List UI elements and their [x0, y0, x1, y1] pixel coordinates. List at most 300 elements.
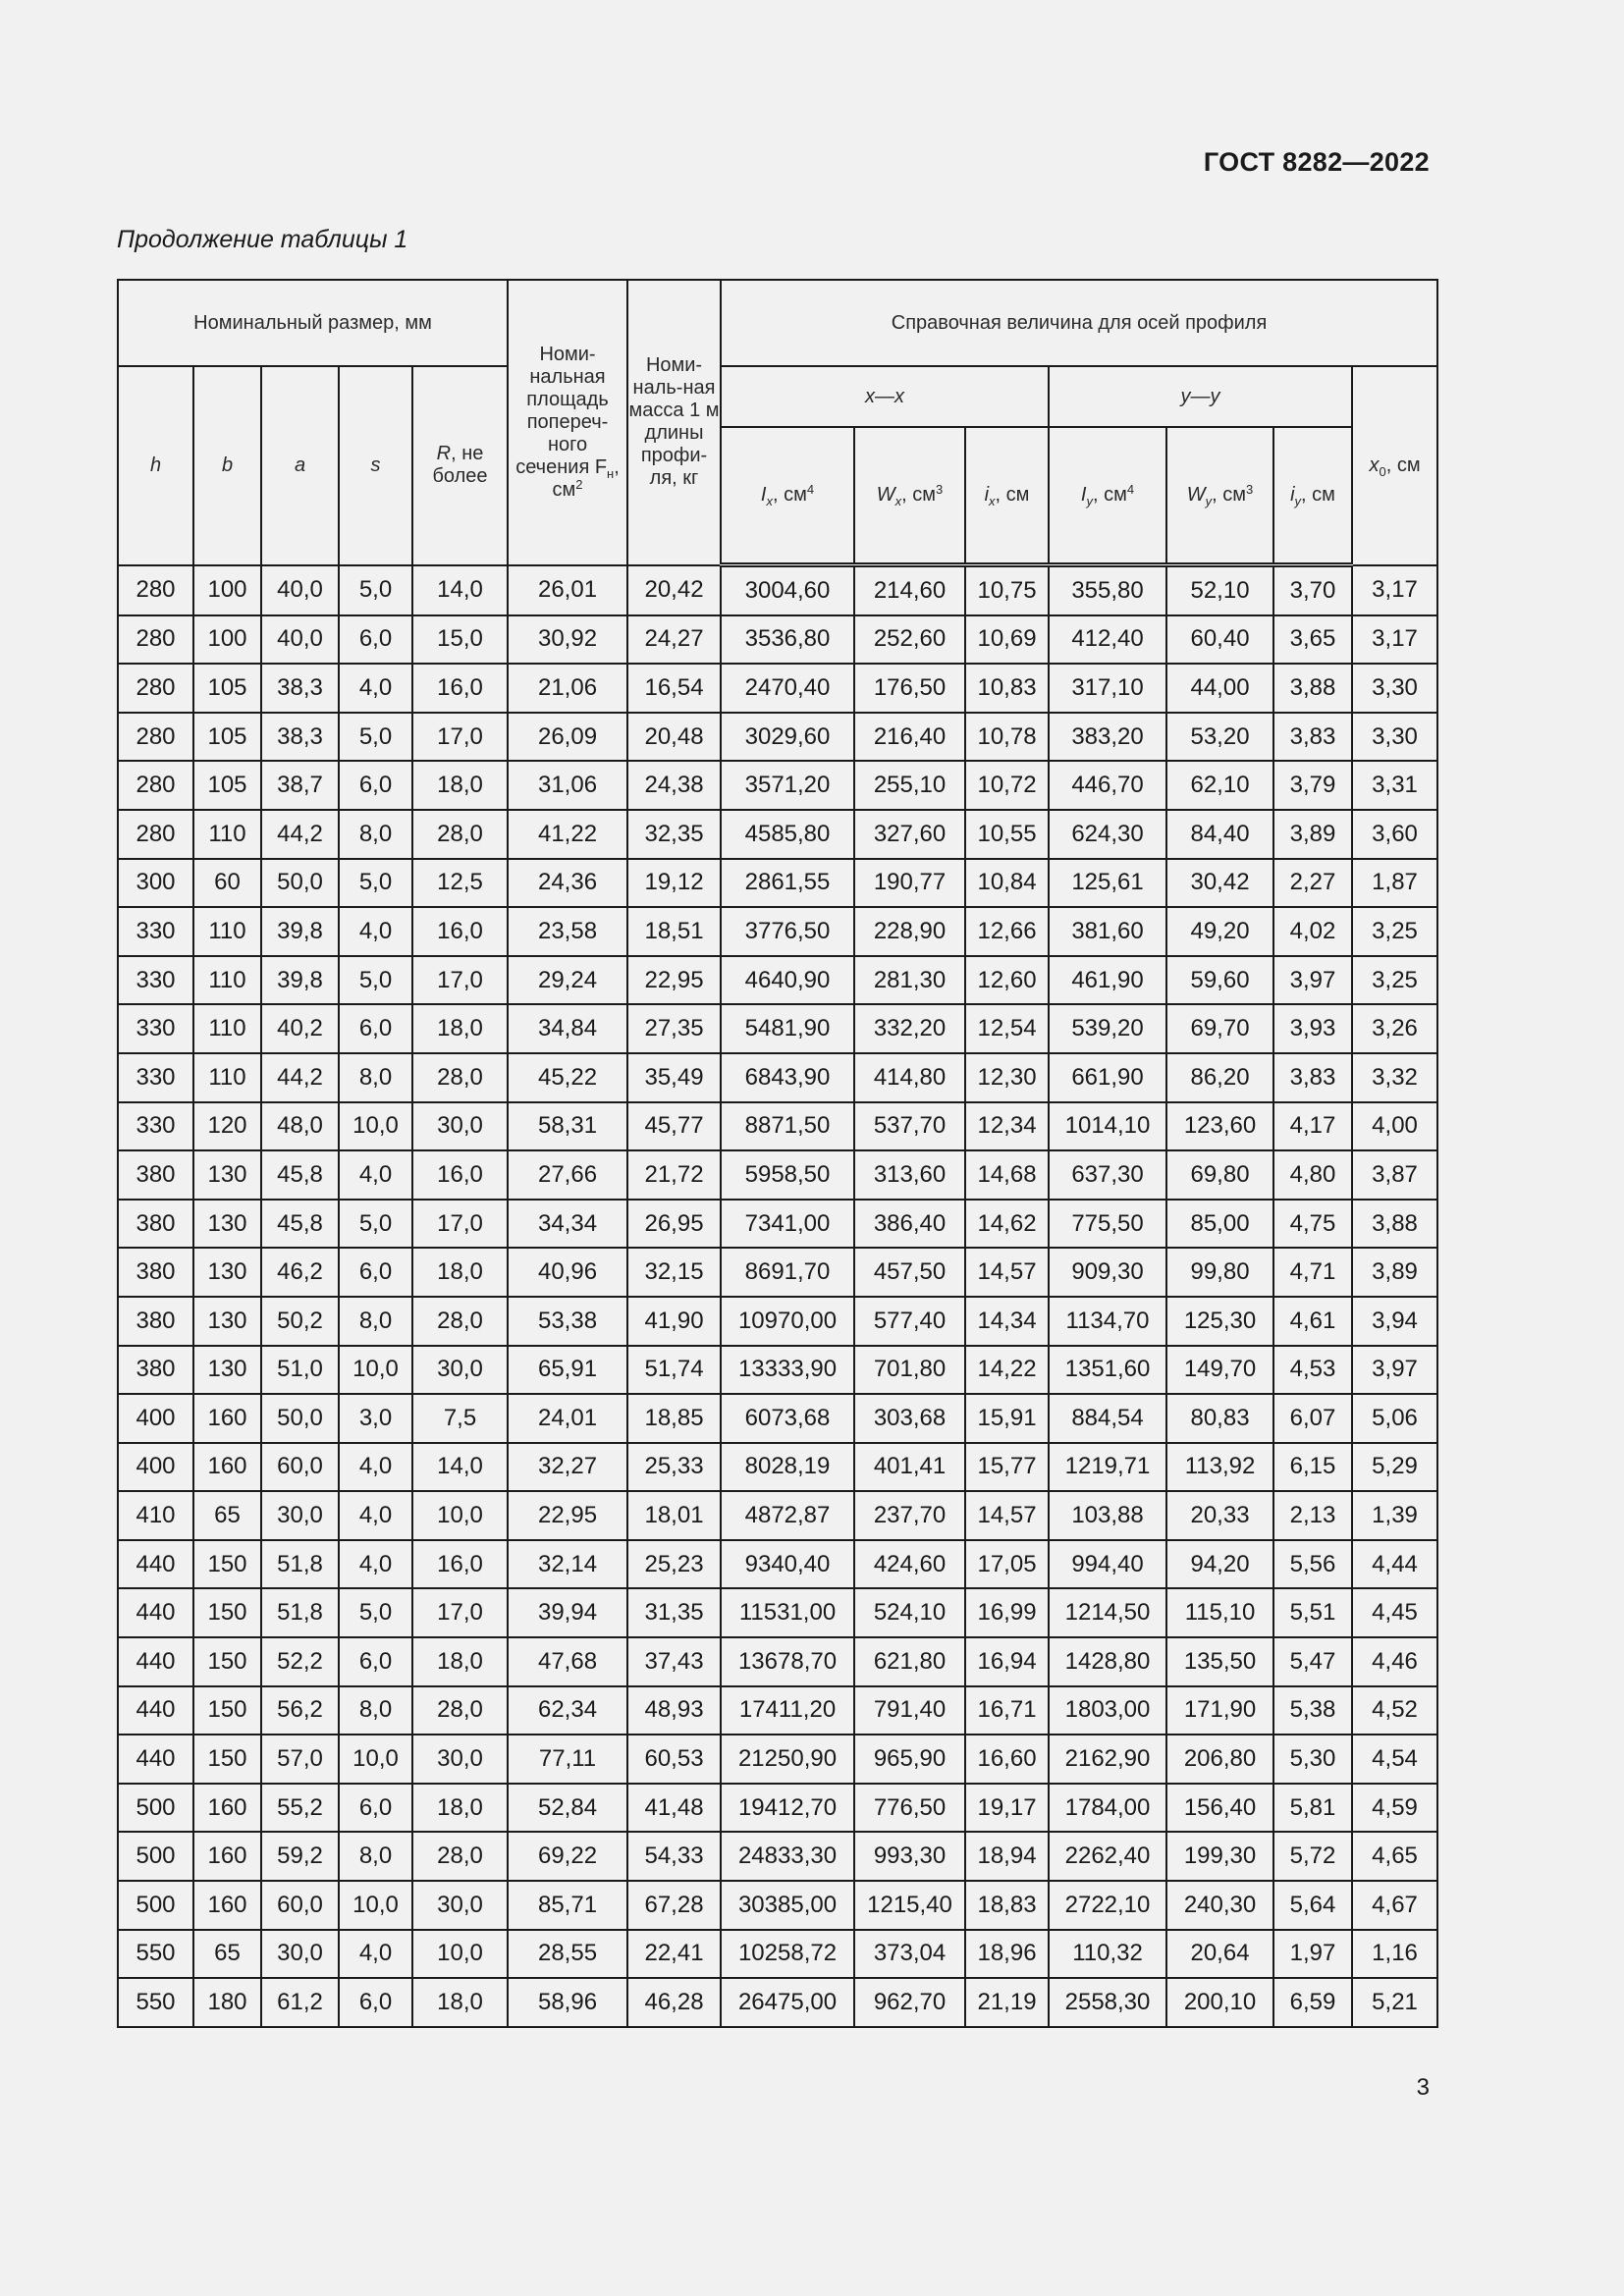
table-cell: 3004,60	[721, 565, 854, 615]
table-cell: 21250,90	[721, 1735, 854, 1784]
table-cell: 5,38	[1273, 1686, 1352, 1735]
table-cell: 55,2	[261, 1784, 339, 1833]
table-cell: 386,40	[854, 1200, 965, 1249]
table-cell: 18,51	[627, 907, 721, 956]
header-area-sub: н	[607, 465, 615, 481]
table-cell: 24,27	[627, 615, 721, 665]
table-cell: 701,80	[854, 1346, 965, 1395]
header-x0-sub: 0	[1379, 463, 1386, 479]
table-cell: 38,3	[261, 713, 339, 762]
table-cell: 4,46	[1352, 1637, 1437, 1686]
table-cell: 5,81	[1273, 1784, 1352, 1833]
table-cell: 19412,70	[721, 1784, 854, 1833]
table-cell: 60	[193, 859, 261, 908]
table-cell: 18,85	[627, 1394, 721, 1443]
table-row	[118, 761, 1437, 810]
table-cell: 4,67	[1352, 1881, 1437, 1930]
table-row	[118, 1248, 1437, 1297]
table-cell: 6,0	[339, 1637, 412, 1686]
table-cell: 51,0	[261, 1346, 339, 1395]
table-cell: 1803,00	[1049, 1686, 1166, 1735]
table-cell: 280	[118, 664, 193, 713]
table-cell: 252,60	[854, 615, 965, 665]
table-cell: 45,8	[261, 1150, 339, 1200]
table-cell: 115,10	[1166, 1588, 1273, 1637]
table-cell: 176,50	[854, 664, 965, 713]
table-cell: 21,19	[965, 1978, 1049, 2027]
table-cell: 29,24	[508, 956, 627, 1005]
table-cell: 200,10	[1166, 1978, 1273, 2027]
table-cell: 45,8	[261, 1200, 339, 1249]
table-cell: 1,16	[1352, 1930, 1437, 1979]
table-cell: 150	[193, 1686, 261, 1735]
header-iy-sub: y	[1086, 494, 1093, 508]
table-cell: 4,54	[1352, 1735, 1437, 1784]
table-cell: 30,42	[1166, 859, 1273, 908]
table-cell: 240,30	[1166, 1881, 1273, 1930]
table-cell: 330	[118, 907, 193, 956]
table-cell: 2722,10	[1049, 1881, 1166, 1930]
table-cell: 16,0	[412, 1150, 508, 1200]
header-rx	[965, 427, 1049, 565]
table-cell: 10,72	[965, 761, 1049, 810]
table-cell: 18,94	[965, 1832, 1049, 1881]
table-cell: 19,17	[965, 1784, 1049, 1833]
table-cell: 28,0	[412, 1053, 508, 1102]
table-cell: 53,20	[1166, 713, 1273, 762]
table-cell: 65,91	[508, 1346, 627, 1395]
table-cell: 18,0	[412, 1248, 508, 1297]
table-cell: 20,42	[627, 565, 721, 615]
table-cell: 85,71	[508, 1881, 627, 1930]
table-cell: 84,40	[1166, 810, 1273, 859]
table-cell: 22,41	[627, 1930, 721, 1979]
table-cell: 3,30	[1352, 664, 1437, 713]
table-cell: 59,60	[1166, 956, 1273, 1005]
table-cell: 9340,40	[721, 1540, 854, 1589]
table-cell: 11531,00	[721, 1588, 854, 1637]
table-cell: 23,58	[508, 907, 627, 956]
table-cell: 14,22	[965, 1346, 1049, 1395]
table-cell: 156,40	[1166, 1784, 1273, 1833]
table-cell: 776,50	[854, 1784, 965, 1833]
header-area-unit: , см	[552, 455, 620, 501]
table-cell: 10,78	[965, 713, 1049, 762]
table-cell: 424,60	[854, 1540, 965, 1589]
header-wx-unit: , см	[901, 484, 937, 506]
table-cell: 60,40	[1166, 615, 1273, 665]
table-cell: 160	[193, 1443, 261, 1492]
header-rx-sub: x	[989, 494, 996, 508]
table-cell: 171,90	[1166, 1686, 1273, 1735]
table-cell: 24,38	[627, 761, 721, 810]
table-cell: 38,7	[261, 761, 339, 810]
table-cell: 14,0	[412, 565, 508, 615]
table-cell: 380	[118, 1248, 193, 1297]
table-cell: 3,0	[339, 1394, 412, 1443]
table-cell: 16,94	[965, 1637, 1049, 1686]
table-cell: 380	[118, 1346, 193, 1395]
table-cell: 10,0	[412, 1930, 508, 1979]
table-cell: 621,80	[854, 1637, 965, 1686]
table-cell: 8,0	[339, 1686, 412, 1735]
table-cell: 26,95	[627, 1200, 721, 1249]
header-iy-sup: 4	[1126, 482, 1135, 497]
table-cell: 4,17	[1273, 1102, 1352, 1151]
header-ry-sym: i	[1290, 484, 1295, 506]
table-cell: 44,00	[1166, 664, 1273, 713]
table-cell: 58,31	[508, 1102, 627, 1151]
table-cell: 30,92	[508, 615, 627, 665]
table-row	[118, 565, 1437, 615]
header-wy-sub: y	[1205, 494, 1213, 508]
table-cell: 6,0	[339, 615, 412, 665]
table-cell: 4,61	[1273, 1297, 1352, 1346]
table-cell: 1214,50	[1049, 1588, 1166, 1637]
table-cell: 48,0	[261, 1102, 339, 1151]
header-r	[412, 366, 508, 565]
table-cell: 3,70	[1273, 565, 1352, 615]
table-cell: 10,75	[965, 565, 1049, 615]
table-row	[118, 1102, 1437, 1151]
table-cell: 791,40	[854, 1686, 965, 1735]
table-cell: 228,90	[854, 907, 965, 956]
table-cell: 32,14	[508, 1540, 627, 1589]
table-cell: 8,0	[339, 1297, 412, 1346]
table-cell: 30,0	[412, 1102, 508, 1151]
table-cell: 440	[118, 1637, 193, 1686]
table-cell: 4,0	[339, 1930, 412, 1979]
table-cell: 40,0	[261, 615, 339, 665]
table-cell: 15,0	[412, 615, 508, 665]
table-cell: 44,2	[261, 810, 339, 859]
table-cell: 45,22	[508, 1053, 627, 1102]
table-cell: 3,89	[1352, 1248, 1437, 1297]
table-cell: 47,68	[508, 1637, 627, 1686]
table-cell: 103,88	[1049, 1491, 1166, 1540]
table-row	[118, 1588, 1437, 1637]
table-cell: 53,38	[508, 1297, 627, 1346]
table-row	[118, 1443, 1437, 1492]
table-cell: 1219,71	[1049, 1443, 1166, 1492]
table-cell: 94,20	[1166, 1540, 1273, 1589]
table-cell: 457,50	[854, 1248, 965, 1297]
table-cell: 49,20	[1166, 907, 1273, 956]
table-cell: 3,31	[1352, 761, 1437, 810]
table-cell: 5,64	[1273, 1881, 1352, 1930]
table-cell: 6,07	[1273, 1394, 1352, 1443]
table-cell: 577,40	[854, 1297, 965, 1346]
table-cell: 16,0	[412, 907, 508, 956]
table-cell: 34,84	[508, 1004, 627, 1053]
table-cell: 28,55	[508, 1930, 627, 1979]
header-wy-unit: , см	[1212, 484, 1247, 506]
table-cell: 100	[193, 615, 261, 665]
table-row	[118, 1491, 1437, 1540]
table-cell: 18,96	[965, 1930, 1049, 1979]
table-cell: 3,60	[1352, 810, 1437, 859]
table-cell: 41,48	[627, 1784, 721, 1833]
table-cell: 2558,30	[1049, 1978, 1166, 2027]
table-cell: 30,0	[261, 1930, 339, 1979]
table-cell: 50,0	[261, 859, 339, 908]
table-cell: 255,10	[854, 761, 965, 810]
table-row	[118, 956, 1437, 1005]
table-cell: 5,0	[339, 565, 412, 615]
table-cell: 44,2	[261, 1053, 339, 1102]
table-cell: 130	[193, 1346, 261, 1395]
table-cell: 86,20	[1166, 1053, 1273, 1102]
table-cell: 46,28	[627, 1978, 721, 2027]
table-cell: 3,88	[1273, 664, 1352, 713]
table-cell: 3,88	[1352, 1200, 1437, 1249]
table-cell: 1428,80	[1049, 1637, 1166, 1686]
table-cell: 330	[118, 1102, 193, 1151]
table-caption: Продолжение таблицы 1	[117, 226, 408, 253]
table-cell: 6,0	[339, 1004, 412, 1053]
table-cell: 1134,70	[1049, 1297, 1166, 1346]
table-cell: 280	[118, 565, 193, 615]
table-cell: 30,0	[261, 1491, 339, 1540]
table-cell: 35,49	[627, 1053, 721, 1102]
table-cell: 6,0	[339, 761, 412, 810]
table-cell: 500	[118, 1881, 193, 1930]
table-cell: 624,30	[1049, 810, 1166, 859]
header-ix-sub: x	[766, 494, 773, 508]
table-cell: 3,30	[1352, 713, 1437, 762]
table-cell: 440	[118, 1588, 193, 1637]
table-cell: 2,27	[1273, 859, 1352, 908]
header-s: s	[339, 366, 412, 565]
table-cell: 4,44	[1352, 1540, 1437, 1589]
header-ry-sub: y	[1294, 494, 1302, 508]
table-cell: 26475,00	[721, 1978, 854, 2027]
table-cell: 3571,20	[721, 761, 854, 810]
table-cell: 550	[118, 1930, 193, 1979]
table-cell: 4,00	[1352, 1102, 1437, 1151]
table-cell: 28,0	[412, 1297, 508, 1346]
table-cell: 440	[118, 1540, 193, 1589]
table-cell: 3,97	[1273, 956, 1352, 1005]
table-cell: 77,11	[508, 1735, 627, 1784]
table-cell: 2262,40	[1049, 1832, 1166, 1881]
table-cell: 5,0	[339, 1200, 412, 1249]
table-cell: 17,05	[965, 1540, 1049, 1589]
table-cell: 6,0	[339, 1978, 412, 2027]
table-cell: 4,59	[1352, 1784, 1437, 1833]
header-wx	[854, 427, 965, 565]
table-cell: 537,70	[854, 1102, 965, 1151]
table-cell: 3,17	[1352, 565, 1437, 615]
table-row	[118, 1832, 1437, 1881]
table-cell: 27,66	[508, 1150, 627, 1200]
table-cell: 52,10	[1166, 565, 1273, 615]
table-cell: 412,40	[1049, 615, 1166, 665]
table-cell: 7,5	[412, 1394, 508, 1443]
table-cell: 909,30	[1049, 1248, 1166, 1297]
table-cell: 3,65	[1273, 615, 1352, 665]
table-cell: 355,80	[1049, 565, 1166, 615]
table-cell: 125,30	[1166, 1297, 1273, 1346]
table-cell: 113,92	[1166, 1443, 1273, 1492]
table-cell: 461,90	[1049, 956, 1166, 1005]
table-cell: 110	[193, 956, 261, 1005]
table-cell: 32,27	[508, 1443, 627, 1492]
header-axis-xx: x—x	[721, 366, 1049, 427]
table-cell: 17,0	[412, 1200, 508, 1249]
table-cell: 56,2	[261, 1686, 339, 1735]
table-cell: 3,83	[1273, 713, 1352, 762]
table-cell: 69,80	[1166, 1150, 1273, 1200]
table-cell: 24833,30	[721, 1832, 854, 1881]
header-x0-unit: , см	[1385, 454, 1421, 476]
table-cell: 14,57	[965, 1491, 1049, 1540]
table-cell: 30,0	[412, 1346, 508, 1395]
table-cell: 3,94	[1352, 1297, 1437, 1346]
table-cell: 20,64	[1166, 1930, 1273, 1979]
table-row	[118, 1784, 1437, 1833]
table-cell: 16,60	[965, 1735, 1049, 1784]
table-row	[118, 1637, 1437, 1686]
table-cell: 10,0	[339, 1102, 412, 1151]
table-cell: 8028,19	[721, 1443, 854, 1492]
header-area-text: Номи-нальная площадь попереч-ного сечения F	[515, 343, 609, 478]
table-cell: 280	[118, 761, 193, 810]
table-cell: 28,0	[412, 1686, 508, 1735]
table-cell: 373,04	[854, 1930, 965, 1979]
header-ix-sup: 4	[806, 482, 815, 497]
table-cell: 24,01	[508, 1394, 627, 1443]
table-cell: 3,26	[1352, 1004, 1437, 1053]
table-cell: 26,09	[508, 713, 627, 762]
table-cell: 965,90	[854, 1735, 965, 1784]
table-cell: 330	[118, 956, 193, 1005]
header-axis-yy: y—y	[1049, 366, 1352, 427]
table-cell: 994,40	[1049, 1540, 1166, 1589]
table-cell: 4,0	[339, 1150, 412, 1200]
table-cell: 160	[193, 1784, 261, 1833]
table-cell: 4,0	[339, 907, 412, 956]
table-row	[118, 1004, 1437, 1053]
table-cell: 17,0	[412, 713, 508, 762]
table-cell: 149,70	[1166, 1346, 1273, 1395]
table-cell: 110,32	[1049, 1930, 1166, 1979]
table-cell: 40,0	[261, 565, 339, 615]
table-cell: 280	[118, 713, 193, 762]
table-cell: 4,02	[1273, 907, 1352, 956]
table-cell: 5,72	[1273, 1832, 1352, 1881]
header-area	[508, 280, 627, 565]
table-cell: 12,66	[965, 907, 1049, 956]
table-cell: 100	[193, 565, 261, 615]
table-cell: 303,68	[854, 1394, 965, 1443]
table-cell: 327,60	[854, 810, 965, 859]
header-reference: Справочная величина для осей профиля	[721, 280, 1437, 366]
table-cell: 48,93	[627, 1686, 721, 1735]
table-cell: 4,80	[1273, 1150, 1352, 1200]
page-number: 3	[1416, 2074, 1430, 2101]
table-cell: 150	[193, 1735, 261, 1784]
table-cell: 6,0	[339, 1784, 412, 1833]
table-cell: 775,50	[1049, 1200, 1166, 1249]
table-cell: 34,34	[508, 1200, 627, 1249]
table-cell: 18,83	[965, 1881, 1049, 1930]
table-cell: 123,60	[1166, 1102, 1273, 1151]
table-cell: 25,23	[627, 1540, 721, 1589]
header-rx-unit: , см	[995, 484, 1030, 506]
table-cell: 15,91	[965, 1394, 1049, 1443]
table-cell: 10,55	[965, 810, 1049, 859]
table-cell: 4872,87	[721, 1491, 854, 1540]
profile-data-table	[117, 279, 1438, 2028]
table-cell: 30,0	[412, 1881, 508, 1930]
table-cell: 1784,00	[1049, 1784, 1166, 1833]
table-cell: 5,0	[339, 1588, 412, 1637]
table-cell: 110	[193, 1053, 261, 1102]
table-cell: 3,87	[1352, 1150, 1437, 1200]
table-cell: 10,84	[965, 859, 1049, 908]
table-cell: 69,70	[1166, 1004, 1273, 1053]
document-code: ГОСТ 8282—2022	[1203, 147, 1430, 177]
table-cell: 380	[118, 1150, 193, 1200]
header-a: a	[261, 366, 339, 565]
table-cell: 330	[118, 1004, 193, 1053]
table-row	[118, 1930, 1437, 1979]
table-cell: 993,30	[854, 1832, 965, 1881]
table-cell: 10970,00	[721, 1297, 854, 1346]
table-cell: 18,0	[412, 1784, 508, 1833]
table-cell: 400	[118, 1394, 193, 1443]
table-cell: 5,0	[339, 713, 412, 762]
table-cell: 12,5	[412, 859, 508, 908]
table-cell: 21,72	[627, 1150, 721, 1200]
table-cell: 20,48	[627, 713, 721, 762]
table-cell: 22,95	[627, 956, 721, 1005]
table-cell: 160	[193, 1832, 261, 1881]
table-row	[118, 1735, 1437, 1784]
table-cell: 3029,60	[721, 713, 854, 762]
table-cell: 51,8	[261, 1540, 339, 1589]
table-cell: 110	[193, 810, 261, 859]
table-cell: 5,51	[1273, 1588, 1352, 1637]
table-cell: 5,0	[339, 859, 412, 908]
table-cell: 18,01	[627, 1491, 721, 1540]
table-cell: 4,71	[1273, 1248, 1352, 1297]
table-cell: 661,90	[1049, 1053, 1166, 1102]
table-cell: 5,21	[1352, 1978, 1437, 2027]
table-cell: 18,0	[412, 1004, 508, 1053]
table-cell: 14,34	[965, 1297, 1049, 1346]
table-cell: 120	[193, 1102, 261, 1151]
table-cell: 4585,80	[721, 810, 854, 859]
table-cell: 30385,00	[721, 1881, 854, 1930]
table-cell: 69,22	[508, 1832, 627, 1881]
table-cell: 962,70	[854, 1978, 965, 2027]
table-cell: 4,53	[1273, 1346, 1352, 1395]
table-cell: 381,60	[1049, 907, 1166, 956]
table-cell: 3,79	[1273, 761, 1352, 810]
table-cell: 2470,40	[721, 664, 854, 713]
table-cell: 39,8	[261, 907, 339, 956]
table-cell: 383,20	[1049, 713, 1166, 762]
header-ry	[1273, 427, 1352, 565]
table-cell: 5958,50	[721, 1150, 854, 1200]
table-cell: 1215,40	[854, 1881, 965, 1930]
header-nominal-size: Номинальный размер, мм	[118, 280, 508, 366]
header-area-sup: 2	[575, 476, 583, 492]
table-cell: 30,0	[412, 1735, 508, 1784]
header-wy-sup: 3	[1246, 482, 1254, 497]
